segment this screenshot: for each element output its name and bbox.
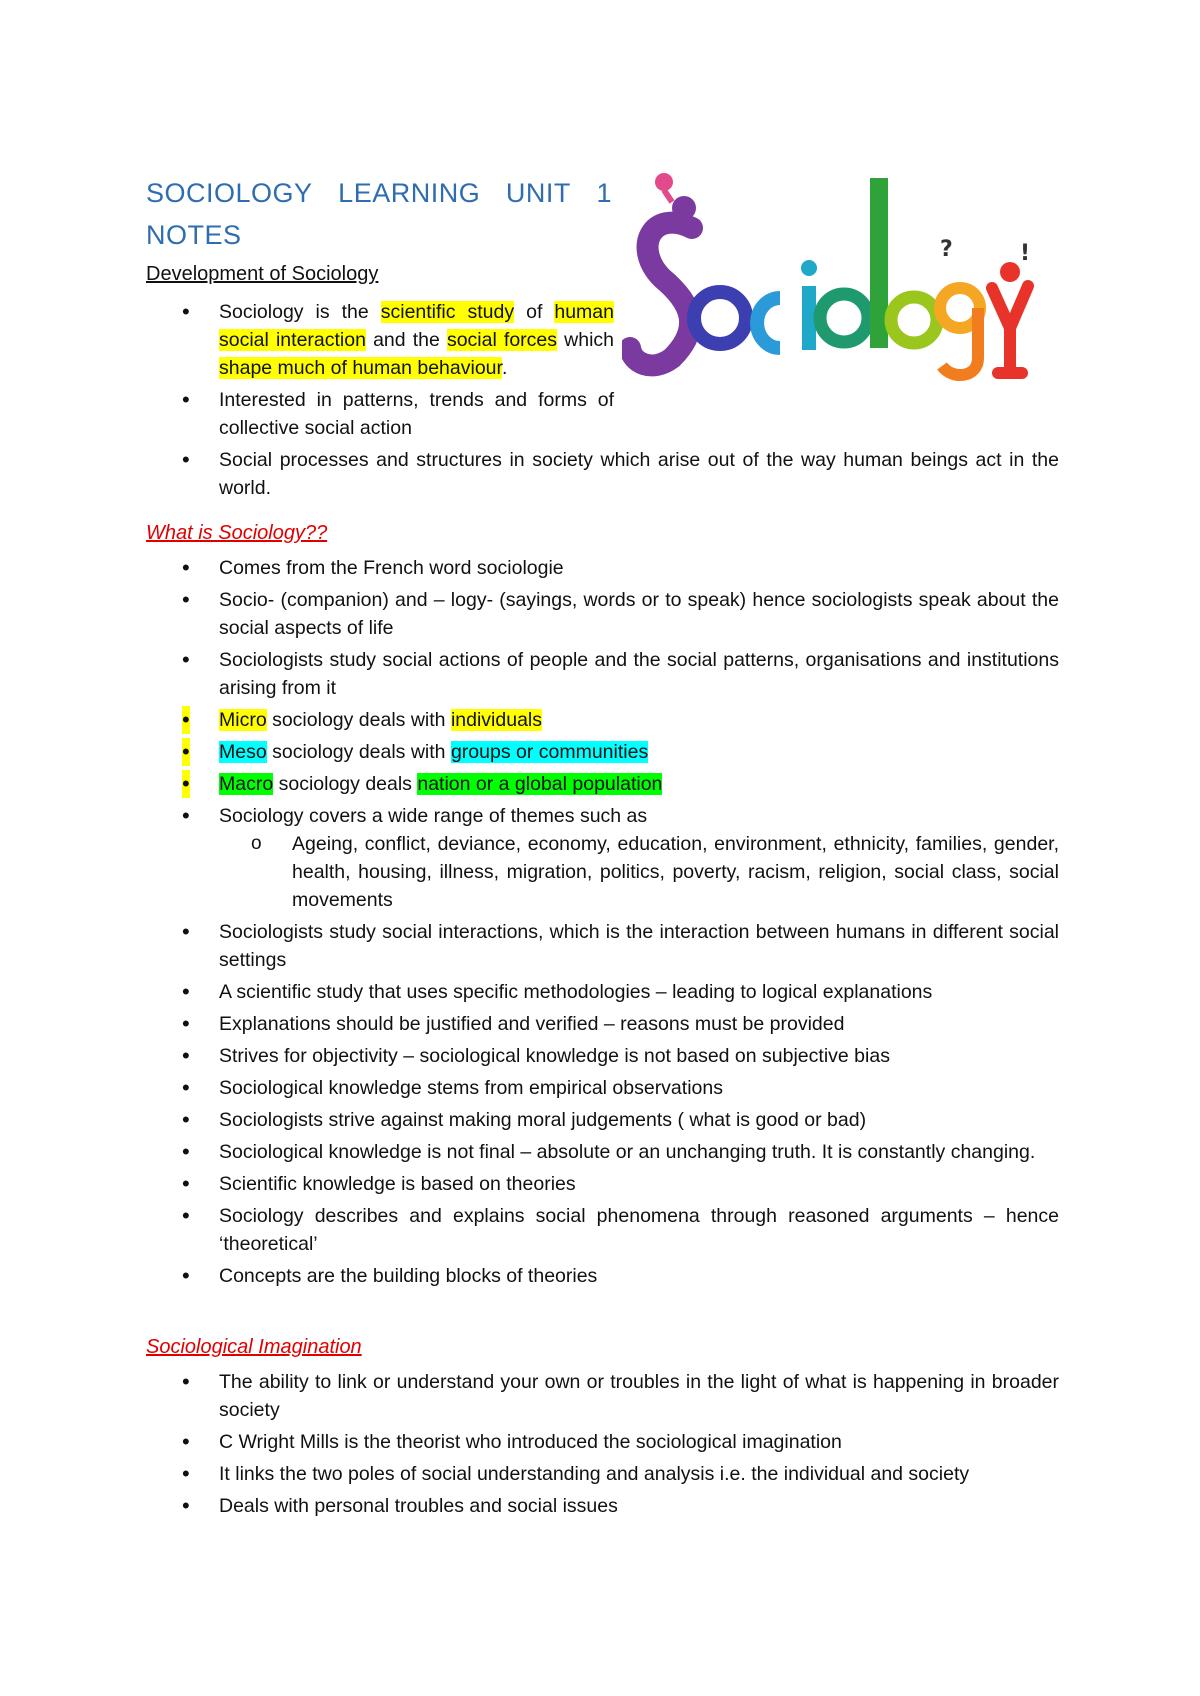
section-heading-sociological-imagination: Sociological Imagination <box>146 1336 362 1358</box>
list-item: • Socio- (companion) and – logy- (sayings, words or to speak) hence sociologists speak about the social aspects of life <box>146 586 1059 642</box>
list-item: • Sociological knowledge stems from empirical observations <box>146 1074 1059 1102</box>
title-word: UNIT <box>505 178 571 208</box>
list-item-micro <box>146 706 1059 734</box>
list-item: • Strives for objectivity – sociological knowledge is not based on subjective bias <box>146 1042 1059 1070</box>
text-run: sociology deals <box>273 773 418 795</box>
highlighted-text: individuals <box>450 709 542 731</box>
list-item: • Concepts are the building blocks of theories <box>146 1262 1059 1290</box>
text-run: which <box>557 329 615 351</box>
list-item-meso <box>146 738 1059 766</box>
text-run: Sociology covers a wide range of themes such as <box>219 805 648 827</box>
text-run: and the <box>365 329 447 351</box>
document-title <box>146 172 616 256</box>
list-item: • Explanations should be justified and verified – reasons must be provided <box>146 1010 1059 1038</box>
title-word: LEARNING <box>338 178 481 208</box>
list-item-macro <box>146 770 1059 798</box>
list-item: • Sociologists strive against making moral judgements ( what is good or bad) <box>146 1106 1059 1134</box>
text-run: . <box>501 357 508 379</box>
highlighted-text: scientific study <box>380 301 515 323</box>
list-item: • Social processes and structures in society which arise out of the way human beings act in the world. <box>146 446 1059 502</box>
text-run: Sociology is the <box>219 301 381 323</box>
list-item: • Sociological knowledge is not final – absolute or an unchanging truth. It is constantly changing. <box>146 1138 1059 1166</box>
list-item: • Sociologists study social interactions, which is the interaction between humans in different social settings <box>146 918 1059 974</box>
list-item <box>146 298 614 382</box>
text-run: of <box>514 301 555 323</box>
list-item: • Scientific knowledge is based on theories <box>146 1170 1059 1198</box>
development-list <box>146 298 614 446</box>
list-item: • The ability to link or understand your own or troubles in the light of what is happening in broader society <box>146 1368 1059 1424</box>
list-item: • Deals with personal troubles and social issues <box>146 1492 1059 1520</box>
development-list-cont <box>146 446 1059 506</box>
list-item: • C Wright Mills is the theorist who introduced the sociological imagination <box>146 1428 1059 1456</box>
sociology-logo-image <box>622 168 1042 394</box>
list-item: • Sociologists study social actions of people and the social patterns, organisations and institutions arising from it <box>146 646 1059 702</box>
sub-list-item: o Ageing, conflict, deviance, economy, education, environment, ethnicity, families, gender, health, housing, illness, migration, politics, poverty, racism, religion, social class, social movements <box>219 830 1059 914</box>
list-item-themes <box>146 802 1059 914</box>
text-run: sociology deals with <box>266 709 451 731</box>
list-item: • Sociology describes and explains social phenomena through reasoned arguments – hence ‘theoretical’ <box>146 1202 1059 1258</box>
svg-text:!: ! <box>1020 241 1031 266</box>
svg-text:?: ? <box>940 237 953 262</box>
list-item: • It links the two poles of social understanding and analysis i.e. the individual and society <box>146 1460 1059 1488</box>
highlighted-text: human social interaction <box>219 301 614 351</box>
list-item: • Comes from the French word sociologie <box>146 554 1059 582</box>
highlighted-text: shape much of human behaviour <box>219 357 502 379</box>
sociological-imagination-list <box>146 1368 1059 1524</box>
highlighted-text: nation or a global population <box>417 773 663 795</box>
list-item: • A scientific study that uses specific methodologies – leading to logical explanations <box>146 978 1059 1006</box>
title-word: SOCIOLOGY <box>146 178 313 208</box>
section-heading-what-is-sociology: What is Sociology?? <box>146 522 328 544</box>
list-item: • Interested in patterns, trends and forms of collective social action <box>146 386 614 442</box>
highlighted-text: groups or communities <box>450 741 649 763</box>
highlighted-text: Micro <box>219 709 267 731</box>
title-line2: NOTES <box>146 220 242 250</box>
title-word: 1 <box>596 178 612 208</box>
text-run: sociology deals with <box>266 741 451 763</box>
highlighted-text: social forces <box>446 329 558 351</box>
sub-list <box>219 830 1059 914</box>
what-is-sociology-list <box>146 554 1059 1294</box>
section-heading-development: Development of Sociology <box>146 263 379 285</box>
highlighted-text: Macro <box>219 773 274 795</box>
highlighted-text: Meso <box>219 741 267 763</box>
sociology-logo-lettering <box>630 173 1030 375</box>
